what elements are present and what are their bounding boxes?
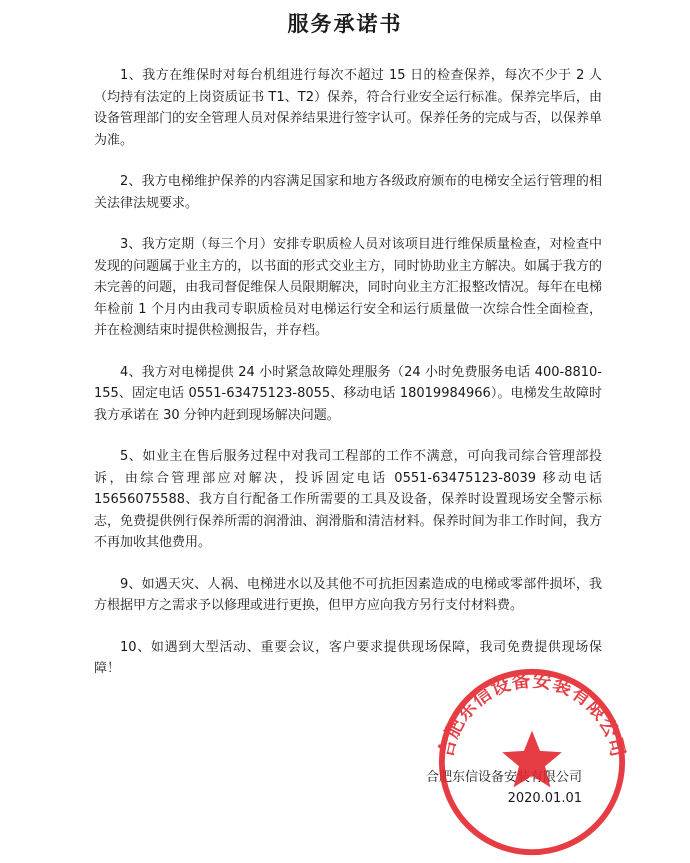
paragraph-2: 2、我方电梯维护保养的内容满足国家和地方各级政府颁布的电梯安全运行管理的相关法律法规要求。 [94, 174, 602, 211]
seal-text: 合肥东信设备安装有限公司 [435, 670, 629, 760]
signature-date: 2020.01.01 [507, 791, 582, 806]
paragraph-10: 10、如遇到大型活动、重要会议，客户要求提供现场保障，我司免费提供现场保障！ [94, 639, 602, 676]
paragraph-3: 3、我方定期（每三个月）安排专职质检人员对该项目进行维保质量检查，对检查中发现的问题属于业主方的，以书面的形式交业主方，同时协助业主方解决。如属于我方的未完善的问题，由我司督促维保人员限期解决，同时向业主方汇报整改情况。每年在电梯年检前 1 个月内由我司专职质检员对电梯运行安全和运行质量做一次综合性全面检查，并在检测结束时提供检测报告，并存档。 [94, 237, 602, 338]
paragraph-1: 1、我方在维保时对每台机组进行每次不超过 15 日的检查保养，每次不少于 2 人（均持有法定的上岗资质证书 T1、T2）保养，符合行业安全运行标准。保养完毕后，由设备管理部门的安全管理人员对保养结果进行签字认可。保养任务的完成与否，以保养单为准。 [94, 68, 602, 148]
signature-company: 合肥东信设备安装有限公司 [425, 770, 582, 785]
seal-star-icon [502, 731, 562, 788]
company-seal [434, 664, 630, 860]
document-body [94, 65, 602, 700]
paragraph-4: 4、我方对电梯提供 24 小时紧急故障处理服务（24 小时免费服务电话 400-8810-155、固定电话 0551-63475123-8055、移动电话 18019984966）。电梯发生故障时我方承诺在 30 分钟内赶到现场解决问题。 [94, 364, 602, 423]
paragraph-9: 9、如遇天灾、人祸、电梯进水以及其他不可抗拒因素造成的电梯或零部件损坏，我方根据甲方之需求予以修理或进行更换，但甲方应向我方另行支付材料费。 [94, 576, 602, 613]
document-title: 服务承诺书 [287, 12, 403, 36]
paragraph-5: 5、如业主在售后服务过程中对我司工程部的工作不满意，可向我司综合管理部投诉，由综合管理部应对解决，投诉固定电话 0551-63475123-8039 移动电话 15656075588、我方自行配备工作所需要的工具及设备，保养时设置现场安全警示标志，免费提供例行保养所需的润滑油、润滑脂和清洁材料。保养时间为非工作时间，我方不再加收其他费用。 [94, 449, 602, 550]
